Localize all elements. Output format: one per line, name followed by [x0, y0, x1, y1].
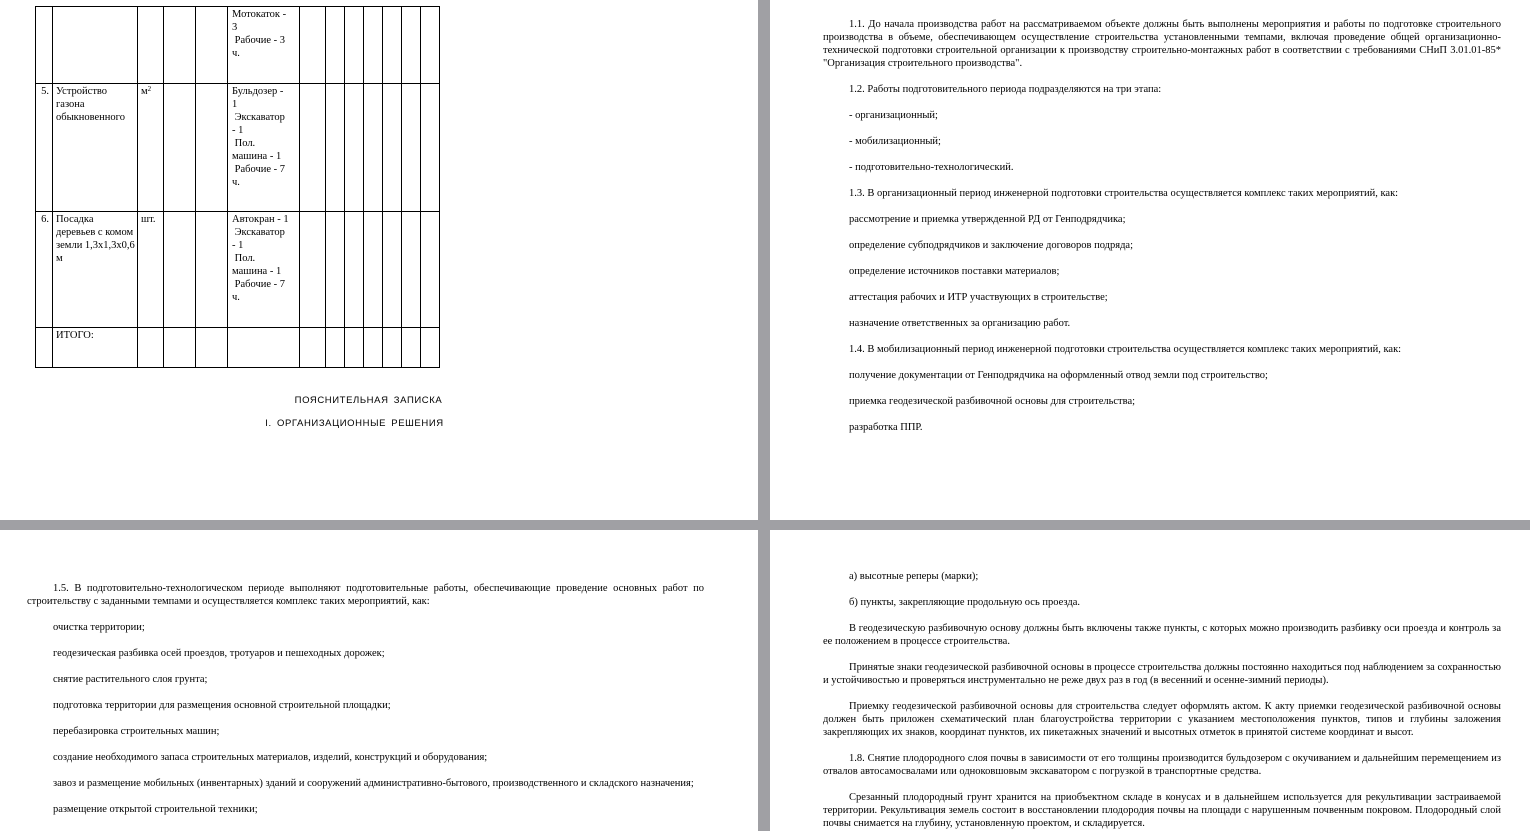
paragraph-geo-base: В геодезическую разбивочную основу должны быть включены также пункты, с которых можно производить разбивку оси проезда и контроль за ее положением в процессе строительства. [823, 623, 1501, 647]
work-name: Посадка деревьев с комом земли 1,3х1,3х0,6 м [53, 212, 138, 328]
paragraph-1-8: 1.8. Снятие плодородного слоя почвы в зависимости от его толщины производится бульдозером с окучиванием и дальнейшим перемещением из отвалов автосамосвалами или одноковшовым экскаватором с погрузкой в транспортные средства. [823, 753, 1501, 777]
list-item: размещение открытой строительной техники; [53, 804, 258, 815]
paragraph-1-5: 1.5. В подготовительно-технологическом периоде выполняют подготовительные работы, обеспечивающие проведение основных работ по строительству с заданными темпами и осуществляется комплекс таких мероприятий, как: [27, 583, 704, 607]
work-name [53, 7, 138, 84]
list-item: получение документации от Генподрядчика на оформленный отвод земли под строительство; [849, 370, 1268, 381]
list-item: назначение ответственных за организацию работ. [849, 318, 1071, 329]
unit-cell [138, 7, 164, 84]
list-item: разработка ППР. [849, 422, 923, 433]
list-item: определение источников поставки материалов; [849, 266, 1060, 277]
row-number [36, 7, 53, 84]
work-name: Устройство газона обыкновенного [53, 84, 138, 212]
paragraph-1-1: 1.1. До начала производства работ на рассматриваемом объекте должны быть выполнены мероприятия и работы по подготовке строительного производства в объеме, обеспечивающем осуществление строительства установленными темпами, включая проведение общей организационно-технической подготовки строительной организации к производству строительно-монтажных работ в соответствии с требованиями СНиП 3.01.01-85* "Организация строительного производства". [823, 19, 1501, 69]
work-volume-table [35, 6, 440, 368]
table-row [36, 7, 440, 84]
document-page-2 [770, 0, 1530, 520]
list-item: создание необходимого запаса строительных материалов, изделий, конструкций и оборудования; [53, 752, 488, 763]
unit-cell: $м^2$ [138, 84, 164, 212]
list-item: перебазировка строительных машин; [53, 726, 220, 737]
document-page-1 [0, 0, 758, 520]
table-row [36, 212, 440, 328]
list-item: геодезическая разбивка осей проездов, тротуаров и пешеходных дорожек; [53, 648, 385, 659]
equipment-cell: Мотокаток - 3 Рабочие - 3 ч. [228, 7, 300, 84]
list-item: - подготовительно-технологический. [849, 162, 1014, 173]
text-column [823, 18, 1501, 434]
unit-cell: шт. [138, 212, 164, 328]
text-column [27, 582, 704, 816]
section-title: I. ОРГАНИЗАЦИОННЫЕ РЕШЕНИЯ [265, 418, 444, 429]
document-page-3 [0, 530, 758, 831]
note-title: ПОЯСНИТЕЛЬНАЯ ЗАПИСКА [294, 395, 443, 406]
row-number: 6. [36, 212, 53, 328]
list-item: аттестация рабочих и ИТР участвующих в строительстве; [849, 292, 1108, 303]
list-item: подготовка территории для размещения основной строительной площадки; [53, 700, 391, 711]
list-item: - организационный; [849, 110, 938, 121]
list-item: - мобилизационный; [849, 136, 941, 147]
paragraph-acceptance: Приемку геодезической разбивочной основы для строительства следует оформлять актом. К акту приемки геодезической разбивочной основы должен быть приложен схематический план благоустройства территории с указанием местоположения пунктов, типов и глубины заложения закрепляющих их знаков, координат пунктов, их пикетажных значений и высотных отметок в принятой системе координат и высот. [823, 701, 1501, 738]
table-total-row [36, 328, 440, 368]
text-column [823, 570, 1501, 830]
total-label: ИТОГО: [53, 328, 138, 368]
document-page-4 [770, 530, 1530, 831]
paragraph-1-3: 1.3. В организационный период инженерной подготовки строительства осуществляется комплекс таких мероприятий, как: [849, 188, 1399, 199]
list-item: приемка геодезической разбивочной основы для строительства; [849, 396, 1136, 407]
list-item: очистка территории; [53, 622, 145, 633]
list-item: завоз и размещение мобильных (инвентарных) зданий и сооружений административно-бытового, производственного и складского назначения; [53, 778, 694, 789]
row-number: 5. [36, 84, 53, 212]
list-item: а) высотные реперы (марки); [849, 571, 979, 582]
list-item: б) пункты, закрепляющие продольную ось проезда. [849, 597, 1080, 608]
table-row [36, 84, 440, 212]
paragraph-1-4: 1.4. В мобилизационный период инженерной подготовки строительства осуществляется комплекс таких мероприятий, как: [849, 344, 1402, 355]
list-item: снятие растительного слоя грунта; [53, 674, 208, 685]
paragraph-signs: Принятые знаки геодезической разбивочной основы в процессе строительства должны постоянно находиться под наблюдением за сохранностью и устойчивостью и проверяться инструментально не реже двух раз в год (в весенний и осенне-зимний периоды). [823, 662, 1501, 686]
paragraph-1-2: 1.2. Работы подготовительного периода подразделяются на три этапа: [849, 84, 1162, 95]
list-item: определение субподрядчиков и заключение договоров подряда; [849, 240, 1133, 251]
list-item: рассмотрение и приемка утвержденной РД от Генподрядчика; [849, 214, 1126, 225]
equipment-cell: Автокран - 1 Экскаватор - 1 Пол. машина - 1 Рабочие - 7 ч. [228, 212, 300, 328]
equipment-cell: Бульдозер - 1 Экскаватор - 1 Пол. машина - 1 Рабочие - 7 ч. [228, 84, 300, 212]
paragraph-soil: Срезанный плодородный грунт хранится на приобъектном складе в конусах и в дальнейшем используется для рекультивации застраиваемой территории. Рекультивация земель состоит в восстановлении плодородия почвы на площади с нарушенным почвенным покровом. Плодородный слой почвы снимается на глубину, установленную проектом, и складируется. [823, 792, 1501, 829]
